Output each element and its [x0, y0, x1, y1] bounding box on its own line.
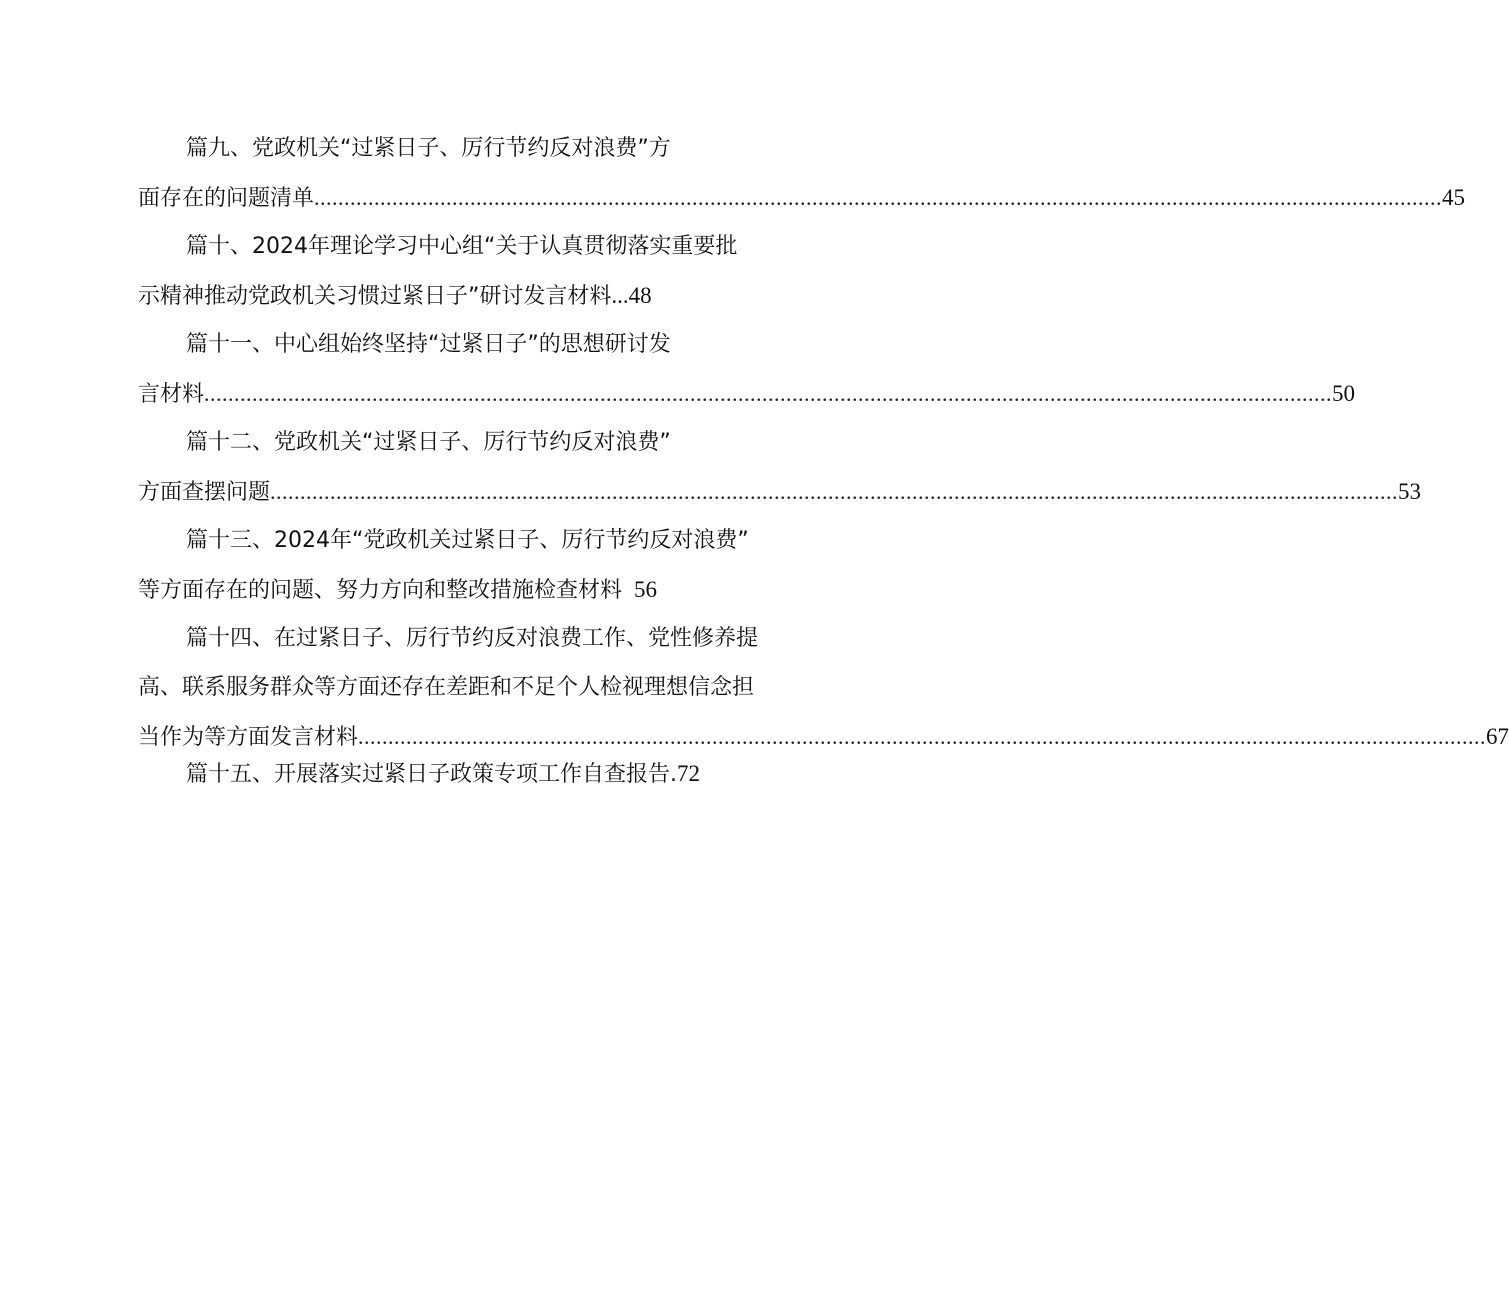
- toc-entry-text: 面存在的问题清单: [138, 186, 315, 211]
- toc-entry-continuation: [138, 173, 1466, 222]
- toc-entry-continuation: [138, 369, 1356, 418]
- dot-leader: ...: [611, 283, 629, 308]
- dot-leader: ............................................................................................................................................................................................: [314, 185, 1443, 210]
- dot-leader: ............................................................................................................................................................................................: [358, 724, 1487, 749]
- dot-leader: ............................................................................................................................................................................................: [270, 479, 1399, 504]
- toc-entry-14[interactable]: [138, 614, 1509, 761]
- toc-entry-text: 示精神推动党政机关习惯过紧日子”研讨发言材料: [138, 284, 612, 309]
- page-number: 53: [1398, 479, 1422, 504]
- toc-entry-title: 篇十、2024年理论学习中心组“关于认真贯彻落实重要批: [186, 234, 738, 259]
- page-number: 50: [1332, 381, 1356, 406]
- dot-leader: ............................................................................................................................................................................................: [204, 381, 1333, 406]
- toc-entry-9[interactable]: [138, 124, 1466, 222]
- toc-entry-title: 篇十三、2024年“党政机关过紧日子、厉行节约反对浪费”: [186, 528, 749, 553]
- toc-entry-text: 当作为等方面发言材料: [138, 725, 359, 750]
- toc-entry-text: 言材料: [138, 382, 205, 407]
- toc-entry-title: 篇十五、开展落实过紧日子政策专项工作自查报告.: [186, 762, 677, 787]
- toc-entry-13[interactable]: [138, 516, 786, 614]
- toc-entry-title: 篇十二、党政机关“过紧日子、厉行节约反对浪费”: [186, 430, 671, 455]
- toc-entry-11[interactable]: [138, 320, 1356, 418]
- toc-entry-15[interactable]: [138, 749, 786, 798]
- toc-entry-continuation: [138, 271, 786, 320]
- page-number: 48: [628, 283, 652, 308]
- toc-entry-text: 高、联系服务群众等方面还存在差距和不足个人检视理想信念担: [138, 675, 755, 700]
- toc-entry-title: 篇十一、中心组始终坚持“过紧日子”的思想研讨发: [186, 332, 671, 357]
- toc-entry-text: 等方面存在的问题、努力方向和整改措施检查材料: [138, 578, 623, 603]
- toc-entry-continuation: [138, 467, 1422, 516]
- toc-entry-title: 篇十四、在过紧日子、厉行节约反对浪费工作、党性修养提: [186, 626, 759, 651]
- toc-entry-continuation: [138, 565, 786, 614]
- toc-entry-10[interactable]: [138, 222, 786, 320]
- page-number: 72: [677, 761, 700, 786]
- toc-entry-title: 篇九、党政机关“过紧日子、厉行节约反对浪费”方: [186, 136, 671, 161]
- toc-entry-text: 方面查摆问题: [138, 480, 271, 505]
- page-number: 45: [1442, 185, 1466, 210]
- page-number: 56: [634, 577, 658, 602]
- toc-entry-title-line: [138, 749, 786, 798]
- toc-entry-12[interactable]: [138, 418, 1422, 516]
- page-number: 67: [1486, 724, 1509, 749]
